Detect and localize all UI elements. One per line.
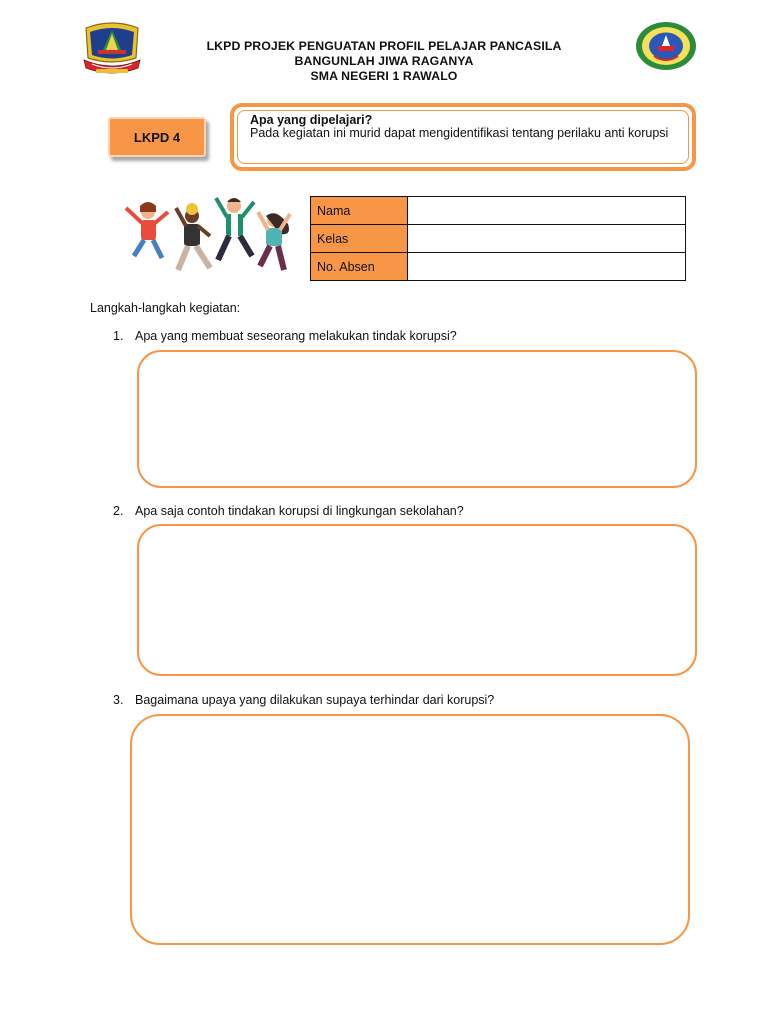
answer-box-2[interactable] — [137, 524, 697, 676]
identity-table — [310, 196, 686, 281]
question-number: 1. — [113, 329, 124, 343]
identity-row-nama — [311, 197, 686, 225]
learning-objective-box — [230, 103, 696, 171]
province-emblem-icon — [80, 20, 144, 78]
question-number: 2. — [113, 504, 124, 518]
steps-title: Langkah-langkah kegiatan: — [90, 301, 241, 315]
school-emblem-icon — [634, 20, 698, 72]
answer-box-3[interactable] — [130, 714, 690, 945]
header-title-line1: LKPD PROJEK PENGUATAN PROFIL PELAJAR PANCASILA — [206, 39, 562, 53]
question-text: Apa saja contoh tindakan korupsi di lingkungan sekolahan? — [135, 504, 464, 518]
question-text: Apa yang membuat seseorang melakukan tindak korupsi? — [135, 329, 457, 343]
question-number: 3. — [113, 693, 124, 707]
name-field[interactable] — [408, 197, 686, 225]
learning-heading: Apa yang dipelajari? — [250, 113, 373, 127]
absence-number-field[interactable] — [408, 253, 686, 281]
lkpd-badge: LKPD 4 — [108, 117, 206, 157]
identity-label: No. Absen — [311, 253, 408, 281]
document-header — [150, 39, 618, 84]
identity-label: Nama — [311, 197, 408, 225]
question-3 — [113, 693, 593, 709]
identity-row-absen — [311, 253, 686, 281]
learning-text: Pada kegiatan ini murid dapat mengidentifikasi tentang perilaku anti korupsi — [250, 126, 669, 140]
header-title-line3: SMA NEGERI 1 RAWALO — [310, 69, 458, 83]
class-field[interactable] — [408, 225, 686, 253]
jumping-students-illustration — [120, 190, 306, 286]
question-2 — [113, 504, 593, 520]
identity-row-kelas — [311, 225, 686, 253]
header-title-line2: BANGUNLAH JIWA RAGANYA — [294, 54, 474, 68]
question-1 — [113, 329, 593, 345]
identity-label: Kelas — [311, 225, 408, 253]
question-text: Bagaimana upaya yang dilakukan supaya terhindar dari korupsi? — [135, 693, 495, 707]
answer-box-1[interactable] — [137, 350, 697, 488]
